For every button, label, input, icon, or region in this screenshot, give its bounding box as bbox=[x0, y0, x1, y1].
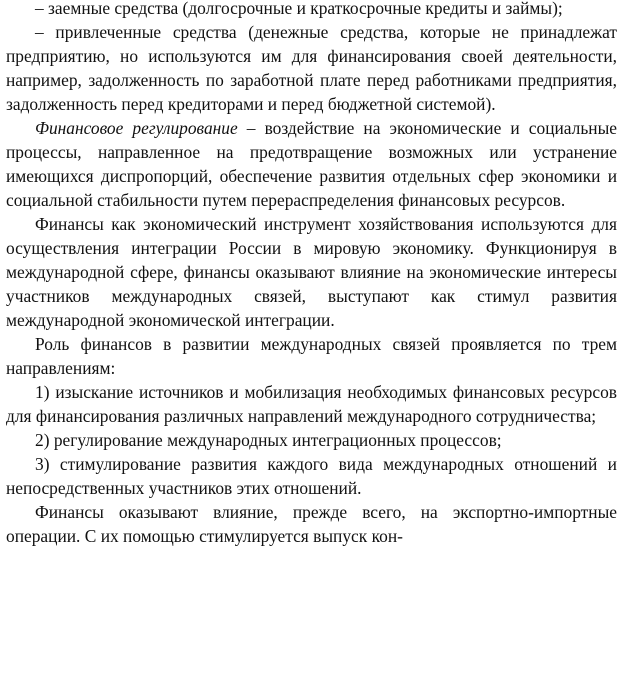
paragraph-attracted-funds: – привлеченные средства (денежные средства, которые не принадлежат предприятию, но используются им для финансирования своей деятельности, например, задолженность по заработной плате перед работниками предприятия, задолженность перед кредиторами и перед бюджетной системой). bbox=[6, 22, 617, 114]
paragraph-role-of-finance: Роль финансов в развитии международных связей проявляется по трем направлениям: bbox=[6, 334, 617, 378]
paragraph-export-import: Финансы оказывают влияние, прежде всего, на экспортно-импортные операции. С их помощью стимулируется выпуск кон- bbox=[6, 502, 617, 546]
list-item-2: 2) регулирование международных интеграционных процессов; bbox=[35, 430, 502, 450]
paragraph-financial-regulation bbox=[6, 116, 617, 212]
paragraph-borrowed-funds: – заемные средства (долгосрочные и краткосрочные кредиты и займы); bbox=[35, 0, 563, 18]
paragraph-finance-integration: Финансы как экономический инструмент хозяйствования используются для осуществления интеграции России в мировую экономику. Функционируя в международной сфере, финансы оказывают влияние на экономические интересы участников международных связей, выступают как стимул развития международной экономической интеграции. bbox=[6, 214, 617, 330]
definition-financial-regulation: – воздействие на экономические и социальные процессы, направленное на предотвращение возможных или устранение имеющихся диспропорций, обеспечение развития отдельных сфер экономики и социальной стабильности путем перераспределения финансовых ресурсов. bbox=[6, 118, 618, 210]
list-item-3: 3) стимулирование развития каждого вида международных отношений и непосредственных участников этих отношений. bbox=[6, 454, 617, 498]
term-financial-regulation: Финансовое регулирование bbox=[35, 118, 238, 138]
list-item-1: 1) изыскание источников и мобилизация необходимых финансовых ресурсов для финансирования различных направлений международного сотрудничества; bbox=[6, 382, 617, 426]
